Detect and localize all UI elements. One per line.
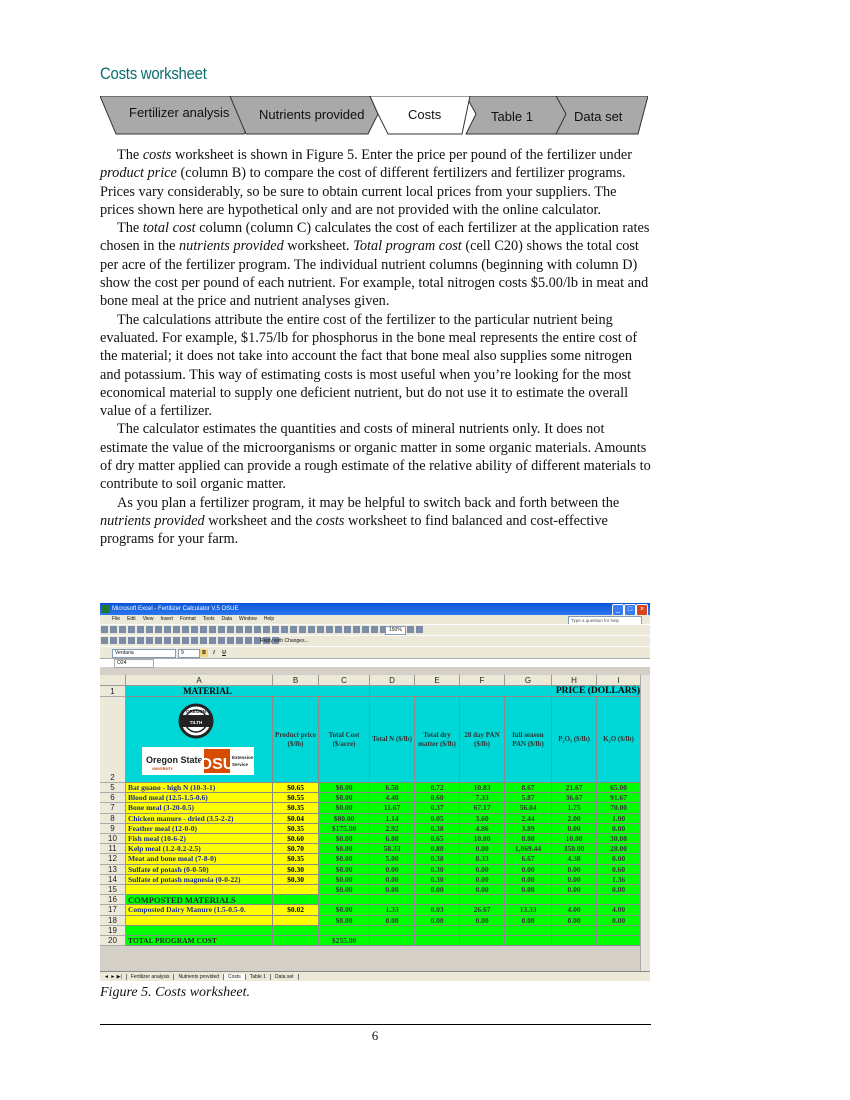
svg-text:Service: Service: [232, 762, 249, 767]
formula-bar: [100, 658, 650, 667]
worksheet-tab-strip: [100, 96, 648, 136]
menu-item[interactable]: Window: [239, 616, 257, 622]
value-cell: 28.00: [597, 844, 641, 854]
value-cell: $0.60: [273, 834, 319, 844]
sheet-tab[interactable]: Table 1: [246, 974, 271, 980]
value-cell: 0.03: [415, 905, 460, 915]
column-heading: Total N ($/lb): [370, 697, 415, 783]
value-cell: 6.00: [370, 834, 415, 844]
value-cell: 0.80: [415, 844, 460, 854]
value-cell: 2.92: [370, 824, 415, 834]
value-cell: 0.00: [460, 865, 505, 875]
material-cell: Blood meal (12.5-1.5-0.6): [126, 793, 273, 803]
value-cell: 0.00: [597, 824, 641, 834]
value-cell: $0.35: [273, 803, 319, 813]
paragraph: The costs worksheet is shown in Figure 5. Enter the price per pound of the fertilizer under product price (column B) to compare the cost of different fertilizers and fertilizer programs. Prices vary considerably, so be sure to obtain current local prices from your suppliers. The prices shown here are hypothetical only and are not provided with the online calculator.: [100, 147, 632, 218]
material-cell: Sulfate of potash (0-0-50): [126, 865, 273, 875]
footer-rule: [100, 1024, 651, 1025]
value-cell: [597, 926, 641, 936]
value-cell: $0.35: [273, 854, 319, 864]
value-cell: 0.00: [552, 885, 597, 895]
underline-icon: U: [220, 649, 228, 657]
sheet-tab[interactable]: Nutrients provided: [174, 974, 224, 980]
value-cell: 4.38: [552, 854, 597, 864]
material-cell: TOTAL PROGRAM COST: [126, 936, 273, 946]
value-cell: 0.00: [597, 916, 641, 926]
logo-cell: [126, 697, 273, 783]
material-cell: Meat and bone meal (7-8-0): [126, 854, 273, 864]
row-header: 6: [100, 793, 126, 803]
svg-text:TILTH: TILTH: [189, 720, 203, 725]
value-cell: [460, 926, 505, 936]
value-cell: $0.00: [319, 875, 370, 885]
material-cell: Fish meal (10-6-2): [126, 834, 273, 844]
value-cell: $0.00: [319, 803, 370, 813]
column-heading: Total Cost ($/acre): [319, 697, 370, 783]
material-cell: Bone meal (3-20-0.5): [126, 803, 273, 813]
body-text: [100, 146, 652, 549]
value-cell: 8.33: [460, 854, 505, 864]
value-cell: 2.44: [505, 814, 552, 824]
value-cell: 1.33: [370, 905, 415, 915]
value-cell: 0.00: [597, 854, 641, 864]
value-cell: [273, 916, 319, 926]
column-heading: 28 day PAN ($/lb): [460, 697, 505, 783]
value-cell: 7.33: [460, 793, 505, 803]
italic-icon: I: [210, 649, 218, 657]
value-cell: 8.67: [505, 783, 552, 793]
column-header: H: [552, 675, 597, 686]
column-heading: P₂O₅ ($/lb): [552, 697, 597, 783]
excel-icon: [102, 605, 110, 613]
osu-logo: [126, 697, 266, 781]
tab-nutrients-provided: Nutrients provided: [259, 107, 365, 122]
row-header: 17: [100, 905, 126, 915]
material-cell: [126, 926, 273, 936]
value-cell: 1.36: [597, 875, 641, 885]
value-cell: 0.60: [415, 793, 460, 803]
value-cell: $0.00: [319, 905, 370, 915]
row-header: 1: [100, 686, 126, 697]
value-cell: [370, 895, 415, 905]
column-header: F: [460, 675, 505, 686]
column-header: B: [273, 675, 319, 686]
svg-text:OSU: OSU: [199, 756, 235, 773]
value-cell: 10.00: [460, 834, 505, 844]
value-cell: [370, 926, 415, 936]
excel-title: Microsoft Excel - Fertilizer Calculator V.5 OSUE: [112, 606, 239, 612]
paragraph: The calculations attribute the entire cost of the fertilizer to the particular nutrient being evaluated. For example, $1.75/lb for phosphorus in the bone meal represents the entire cost of the material; it does not take into account the fact that bone meal also supplies some nitrogen and potassium. This way of estimating costs is most useful when you’re looking for the most economical material to supply one deficient nutrient, but do not use it to estimate the overall value of a fertilizer.: [100, 311, 638, 420]
value-cell: 6.50: [370, 783, 415, 793]
price-header: PRICE (DOLLARS): [370, 686, 641, 697]
value-cell: $0.00: [319, 916, 370, 926]
bold-icon: B: [200, 649, 208, 657]
standard-toolbar: [100, 624, 650, 635]
sheet-nav-icon[interactable]: ◄ ► ▶|: [100, 974, 127, 980]
name-box: O24: [114, 659, 154, 668]
value-cell: [273, 895, 319, 905]
value-cell: [273, 885, 319, 895]
menu-item[interactable]: File: [112, 616, 121, 622]
value-cell: 350.00: [552, 844, 597, 854]
svg-text:UNIVERSITY: UNIVERSITY: [152, 767, 174, 771]
value-cell: 0.00: [370, 875, 415, 885]
value-cell: 70.00: [597, 803, 641, 813]
value-cell: [319, 926, 370, 936]
value-cell: 8.00: [505, 834, 552, 844]
value-cell: 26.67: [460, 905, 505, 915]
excel-title-bar: [100, 603, 650, 615]
value-cell: $0.00: [319, 854, 370, 864]
sheet-tabs: [100, 971, 650, 981]
material-cell: Chicken manure - dried (3.5-2-2): [126, 814, 273, 824]
row-header: 9: [100, 824, 126, 834]
value-cell: $0.00: [319, 783, 370, 793]
value-cell: $0.65: [273, 783, 319, 793]
value-cell: [370, 936, 415, 946]
value-cell: 13.33: [505, 905, 552, 915]
row-header: 13: [100, 865, 126, 875]
value-cell: $80.00: [319, 814, 370, 824]
sheet-tab[interactable]: Data set: [271, 974, 299, 980]
value-cell: 0.00: [415, 885, 460, 895]
menu-item[interactable]: Data: [221, 616, 233, 622]
value-cell: 0.72: [415, 783, 460, 793]
value-cell: [552, 936, 597, 946]
value-cell: 0.00: [505, 865, 552, 875]
material-cell: [126, 885, 273, 895]
value-cell: 6.67: [505, 854, 552, 864]
value-cell: 65.00: [597, 783, 641, 793]
value-cell: [460, 895, 505, 905]
menu-item[interactable]: Help: [263, 616, 275, 622]
column-header: C: [319, 675, 370, 686]
value-cell: [319, 895, 370, 905]
value-cell: 10.83: [460, 783, 505, 793]
value-cell: $0.00: [319, 865, 370, 875]
formatting-toolbar: [100, 646, 650, 658]
material-cell: Sulfate of potash magnesia (0-0-22): [126, 875, 273, 885]
column-header: A: [126, 675, 273, 686]
column-heading: K₂O ($/lb): [597, 697, 641, 783]
maximize-icon: □: [624, 604, 636, 616]
value-cell: [505, 936, 552, 946]
sheet-tab[interactable]: Costs: [224, 974, 246, 980]
value-cell: $0.35: [273, 824, 319, 834]
value-cell: 0.00: [370, 865, 415, 875]
value-cell: 0.00: [460, 885, 505, 895]
row-header: 8: [100, 814, 126, 824]
column-header: G: [505, 675, 552, 686]
value-cell: [597, 895, 641, 905]
value-cell: [552, 895, 597, 905]
minimize-icon: _: [612, 604, 624, 616]
reviewing-toolbar: [100, 635, 650, 646]
material-cell: Composted Dairy Manure (1.5-0.5-0.: [126, 905, 273, 915]
tab-table-1: Table 1: [491, 109, 533, 124]
row-header: 18: [100, 916, 126, 926]
row-header: 5: [100, 783, 126, 793]
value-cell: $255.00: [319, 936, 370, 946]
row-header: 11: [100, 844, 126, 854]
material-cell: Kelp meal (1.2-0.2-2.5): [126, 844, 273, 854]
column-heading: Total dry matter ($/lb): [415, 697, 460, 783]
value-cell: 11.67: [370, 803, 415, 813]
svg-text:Extension: Extension: [232, 755, 254, 760]
value-cell: 67.17: [460, 803, 505, 813]
material-cell: Feather meal (12-0-0): [126, 824, 273, 834]
value-cell: 1.00: [597, 814, 641, 824]
value-cell: 0.00: [552, 824, 597, 834]
svg-text:Oregon State: Oregon State: [146, 755, 203, 765]
row-header: 10: [100, 834, 126, 844]
value-cell: 4.00: [552, 905, 597, 915]
select-all-corner: [100, 675, 126, 686]
column-heading: Product price ($/lb): [273, 697, 319, 783]
value-cell: 0.30: [415, 875, 460, 885]
zoom-box: 150%: [385, 626, 406, 635]
value-cell: 4.00: [597, 905, 641, 915]
value-cell: 21.67: [552, 783, 597, 793]
tab-costs: Costs: [408, 107, 442, 122]
font-size-box: 9: [178, 649, 200, 658]
column-header: E: [415, 675, 460, 686]
value-cell: 5.00: [370, 854, 415, 864]
row-header: 2: [100, 697, 126, 783]
value-cell: $0.02: [273, 905, 319, 915]
value-cell: 1.75: [552, 803, 597, 813]
menu-item[interactable]: Tools: [202, 616, 215, 622]
figure-caption: Figure 5. Costs worksheet.: [100, 985, 250, 1000]
material-cell: [126, 916, 273, 926]
column-header: I: [597, 675, 641, 686]
value-cell: [415, 926, 460, 936]
value-cell: 0.05: [415, 814, 460, 824]
paragraph: As you plan a fertilizer program, it may be helpful to switch back and forth between the nutrients provided worksheet and the costs worksheet to find balanced and cost-effective programs for your farm.: [100, 494, 620, 548]
value-cell: 1,069.44: [505, 844, 552, 854]
value-cell: 36.67: [552, 793, 597, 803]
close-icon: ×: [636, 604, 648, 616]
value-cell: 0.00: [505, 916, 552, 926]
value-cell: [415, 895, 460, 905]
value-cell: 5.87: [505, 793, 552, 803]
menu-item[interactable]: Edit: [127, 616, 136, 622]
font-box: Verdana: [112, 649, 176, 658]
column-heading: full season PAN ($/lb): [505, 697, 552, 783]
value-cell: $0.00: [319, 844, 370, 854]
row-header: 14: [100, 875, 126, 885]
row-header: 15: [100, 885, 126, 895]
value-cell: 3.89: [505, 824, 552, 834]
value-cell: 0.60: [597, 865, 641, 875]
value-cell: 4.86: [460, 824, 505, 834]
material-header: MATERIAL: [126, 686, 370, 697]
value-cell: 0.00: [505, 885, 552, 895]
material-cell: Bat guano - high N (10-3-1): [126, 783, 273, 793]
help-search-input: Type a question for help: [568, 616, 642, 625]
row-header: 12: [100, 854, 126, 864]
value-cell: 0.00: [460, 875, 505, 885]
value-cell: $0.30: [273, 865, 319, 875]
value-cell: 0.00: [460, 844, 505, 854]
value-cell: 2.00: [552, 814, 597, 824]
value-cell: 0.00: [552, 865, 597, 875]
value-cell: [505, 926, 552, 936]
value-cell: $0.00: [319, 834, 370, 844]
section-heading: Costs worksheet: [100, 64, 207, 83]
value-cell: 0.00: [552, 916, 597, 926]
value-cell: $0.00: [319, 793, 370, 803]
row-header: 19: [100, 926, 126, 936]
value-cell: 4.40: [370, 793, 415, 803]
value-cell: 30.00: [597, 834, 641, 844]
value-cell: 0.00: [415, 916, 460, 926]
sheet-tab[interactable]: Fertilizer analysis: [127, 974, 175, 980]
value-cell: 0.00: [370, 885, 415, 895]
value-cell: $0.70: [273, 844, 319, 854]
paragraph: The total cost column (column C) calculates the cost of each fertilizer at the application rates chosen in the nutrients provided worksheet. Total program cost (cell C20) shows the total cost per acre of the fertilizer program. The individual nutrient columns (beginning with column D) show the cost per pound of each nutrient. For example, total nitrogen costs $5.00/lb in meat and bone meal at the price and nutrient analyses given.: [100, 220, 650, 310]
value-cell: [460, 936, 505, 946]
tab-fertilizer-analysis: Fertilizer analysis: [129, 105, 230, 120]
value-cell: 0.37: [415, 803, 460, 813]
menu-item[interactable]: View: [142, 616, 154, 622]
value-cell: 0.00: [370, 916, 415, 926]
value-cell: 0.38: [415, 824, 460, 834]
excel-screenshot: [100, 603, 650, 981]
paragraph: The calculator estimates the quantities and costs of mineral nutrients only. It does not estimate the value of the microorganisms or organic matter in some organic materials. Amounts of dry matter applied can provide a rough estimate of the relative ability of different materials to contribute to soil organic matter.: [100, 421, 651, 493]
reply-with-changes: Reply with Changes...: [260, 638, 309, 644]
excel-menu-bar: [100, 615, 650, 624]
row-header: 16: [100, 895, 126, 905]
value-cell: $0.55: [273, 793, 319, 803]
value-cell: 10.00: [552, 834, 597, 844]
value-cell: [597, 936, 641, 946]
menu-item[interactable]: Format: [179, 616, 196, 622]
row-header: 20: [100, 936, 126, 946]
value-cell: 0.00: [505, 875, 552, 885]
menu-item[interactable]: Insert: [160, 616, 173, 622]
value-cell: 3.60: [460, 814, 505, 824]
value-cell: 58.33: [370, 844, 415, 854]
value-cell: 0.65: [415, 834, 460, 844]
value-cell: $175.00: [319, 824, 370, 834]
value-cell: 0.00: [552, 875, 597, 885]
value-cell: [273, 926, 319, 936]
value-cell: 0.38: [415, 854, 460, 864]
value-cell: [505, 895, 552, 905]
value-cell: $0.04: [273, 814, 319, 824]
value-cell: [415, 936, 460, 946]
tab-data-set: Data set: [574, 109, 623, 124]
value-cell: 1.14: [370, 814, 415, 824]
value-cell: 0.00: [460, 916, 505, 926]
column-header: D: [370, 675, 415, 686]
page-number: 6: [371, 1028, 379, 1043]
value-cell: 0.30: [415, 865, 460, 875]
value-cell: [273, 936, 319, 946]
svg-text:OREGON: OREGON: [185, 709, 207, 714]
value-cell: [552, 926, 597, 936]
material-cell: COMPOSTED MATERIALS: [126, 895, 273, 905]
value-cell: 56.04: [505, 803, 552, 813]
value-cell: $0.30: [273, 875, 319, 885]
value-cell: 91.67: [597, 793, 641, 803]
vertical-scrollbar: [640, 675, 650, 971]
row-header: 7: [100, 803, 126, 813]
value-cell: $0.00: [319, 885, 370, 895]
value-cell: 0.00: [597, 885, 641, 895]
